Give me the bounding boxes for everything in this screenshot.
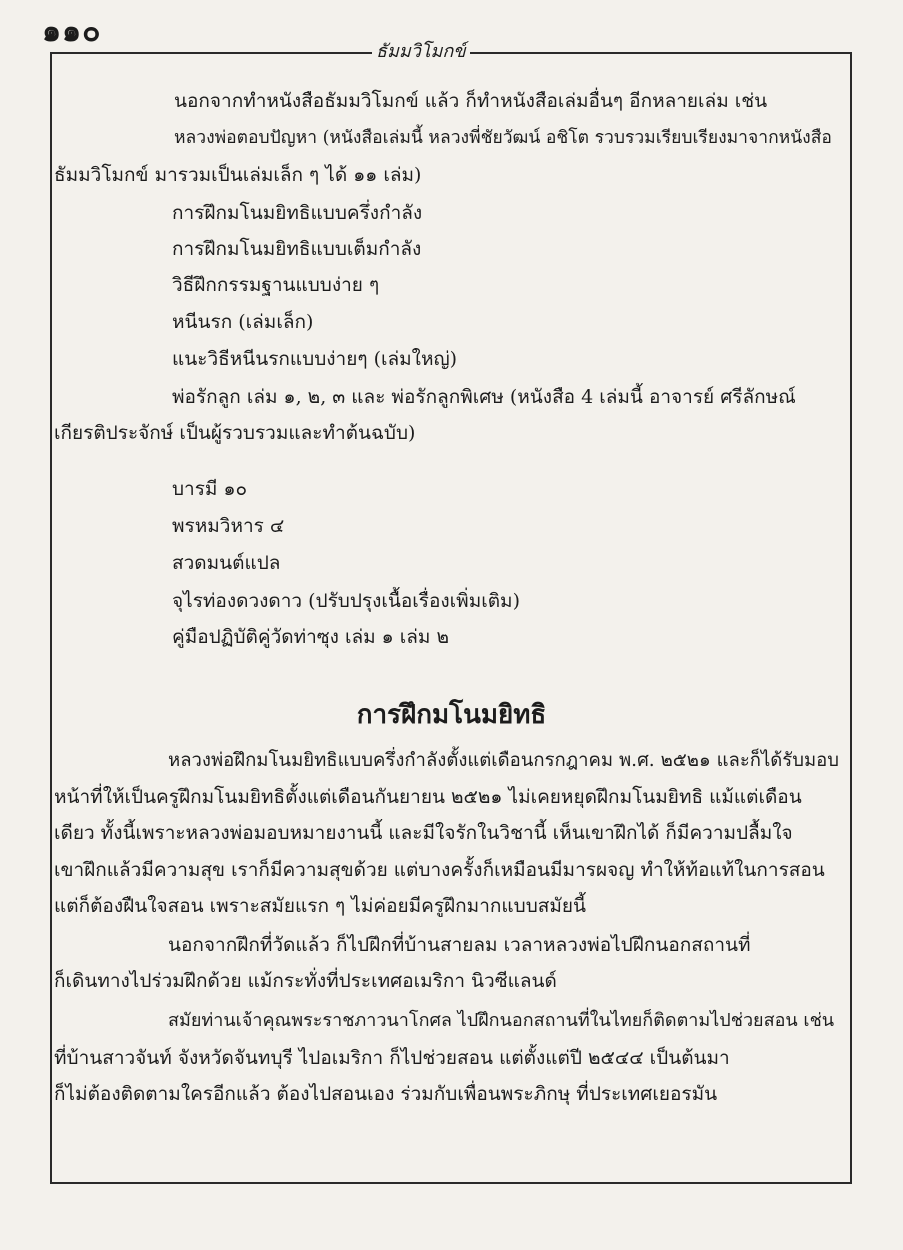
paragraph-line: ก็เดินทางไปร่วมฝึกด้วย แม้กระทั่งที่ประเทศอเมริกา นิวซีแลนด์ — [54, 970, 557, 992]
paragraph-line: เดียว ทั้งนี้เพราะหลวงพ่อมอบหมายงานนี้ และมีใจรักในวิชานี้ เห็นเขาฝึกได้ ก็มีความปลื้มใจ — [54, 822, 793, 844]
book-list-item: บารมี ๑๐ — [172, 478, 248, 500]
paragraph-line: แต่ก็ต้องฝืนใจสอน เพราะสมัยแรก ๆ ไม่ค่อยมีครูฝึกมากแบบสมัยนี้ — [54, 895, 586, 917]
paragraph-line: สมัยท่านเจ้าคุณพระราชภาวนาโกศล ไปฝึกนอกสถานที่ในไทยก็ติดตามไปช่วยสอน เช่น — [168, 1010, 835, 1031]
paragraph-line: นอกจากฝึกที่วัดแล้ว ก็ไปฝึกที่บ้านสายลม เวลาหลวงพ่อไปฝึกนอกสถานที่ — [168, 934, 751, 956]
paragraph-line: ที่บ้านสาวจันท์ จังหวัดจันทบุรี ไปอเมริกา ก็ไปช่วยสอน แต่ตั้งแต่ปี ๒๕๔๔ เป็นต้นมา — [54, 1047, 730, 1069]
book-list-intro-line-1: นอกจากทำหนังสือธัมมวิโมกข์ แล้ว ก็ทำหนังสือเล่มอื่นๆ อีกหลายเล่ม เช่น — [174, 90, 768, 112]
running-header: ธัมมวิโมกข์ — [372, 40, 470, 64]
book-list-item: สวดมนต์แปล — [172, 552, 281, 574]
book-list-item: พรหมวิหาร ๔ — [172, 515, 285, 537]
book-list-intro-line-3: ธัมมวิโมกข์ มารวมเป็นเล่มเล็ก ๆ ได้ ๑๑ เล่ม) — [54, 164, 422, 186]
book-list-item: พ่อรักลูก เล่ม ๑, ๒, ๓ และ พ่อรักลูกพิเศษ (หนังสือ 4 เล่มนี้ อาจารย์ ศรีลักษณ์ — [172, 386, 796, 408]
book-list-item: การฝึกมโนมยิทธิแบบเต็มกำลัง — [172, 238, 422, 260]
paragraph-line: เขาฝึกแล้วมีความสุข เราก็มีความสุขด้วย แต่บางครั้งก็เหมือนมีมารผจญ ทำให้ท้อแท้ในการสอน — [54, 859, 825, 881]
book-list-item: แนะวิธีหนีนรกแบบง่ายๆ (เล่มใหญ่) — [172, 348, 458, 370]
paragraph-line: หลวงพ่อฝึกมโนมยิทธิแบบครึ่งกำลังตั้งแต่เดือนกรกฎาคม พ.ศ. ๒๕๒๑ และก็ได้รับมอบ — [168, 750, 840, 771]
page-number: ๑๑๐ — [42, 14, 102, 49]
book-list-item: วิธีฝึกกรรมฐานแบบง่าย ๆ — [172, 274, 380, 296]
paragraph-line: ก็ไม่ต้องติดตามใครอีกแล้ว ต้องไปสอนเอง ร่วมกับเพื่อนพระภิกษุ ที่ประเทศเยอรมัน — [54, 1083, 718, 1105]
book-list-item: คู่มือปฏิบัติคู่วัดท่าซุง เล่ม ๑ เล่ม ๒ — [172, 626, 450, 648]
book-list-intro-line-2: หลวงพ่อตอบปัญหา (หนังสือเล่มนี้ หลวงพี่ชัยวัฒน์ อชิโต รวบรวมเรียบเรียงมาจากหนังสือ — [174, 128, 832, 148]
book-list-item: จุไรท่องดวงดาว (ปรับปรุงเนื้อเรื่องเพิ่มเติม) — [172, 590, 520, 612]
book-list-item: การฝึกมโนมยิทธิแบบครึ่งกำลัง — [172, 202, 423, 224]
book-list-item-continuation: เกียรติประจักษ์ เป็นผู้รวบรวมและทำต้นฉบับ) — [54, 422, 416, 444]
section-heading: การฝึกมโนมยิทธิ — [356, 700, 547, 730]
paragraph-line: หน้าที่ให้เป็นครูฝึกมโนมยิทธิตั้งแต่เดือนกันยายน ๒๕๒๑ ไม่เคยหยุดฝึกมโนมยิทธิ แม้แต่เดือน — [54, 786, 802, 808]
book-list-item: หนีนรก (เล่มเล็ก) — [172, 311, 314, 333]
